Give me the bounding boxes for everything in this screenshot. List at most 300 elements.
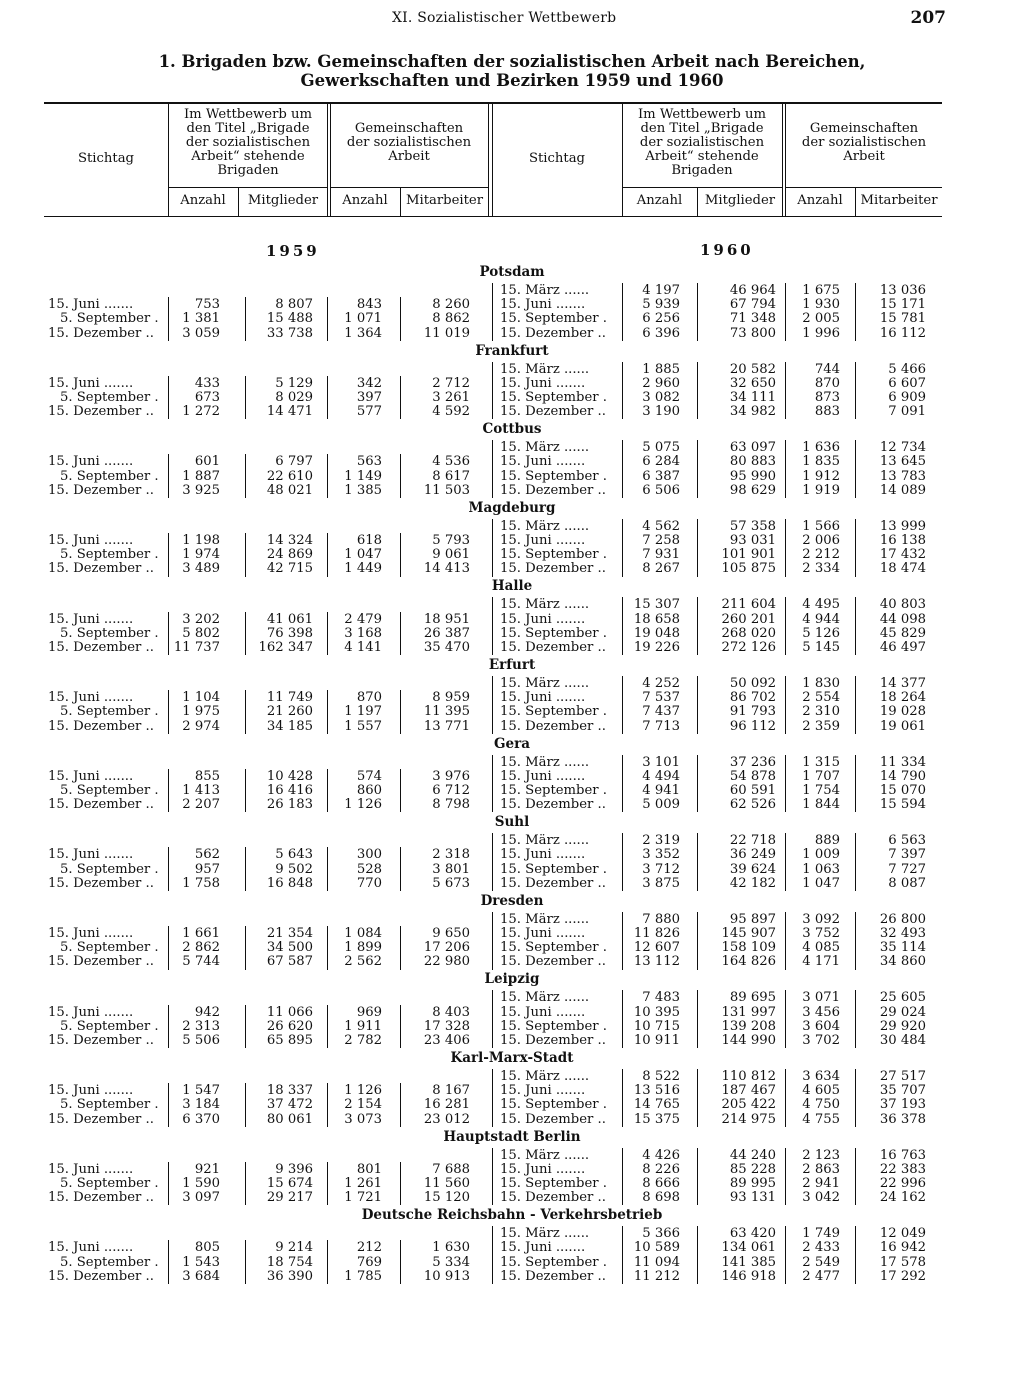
value-cell-1960: 3 875 bbox=[642, 875, 680, 891]
value-cell-1960: 5 366 bbox=[642, 1226, 680, 1242]
value-cell-1959: 24 869 bbox=[266, 547, 313, 563]
header-bottom-rule bbox=[44, 216, 942, 217]
value-cell-1959: 65 895 bbox=[266, 1033, 313, 1048]
value-cell-1959: 1 758 bbox=[182, 875, 220, 891]
value-cell-1960: 3 456 bbox=[802, 1004, 840, 1020]
value-cell-1960: 7 537 bbox=[642, 690, 680, 706]
value-cell-1960: 7 437 bbox=[642, 704, 680, 720]
value-cell-1960: 14 765 bbox=[633, 1097, 680, 1113]
value-cell-1960: 37 236 bbox=[729, 754, 776, 770]
value-cell-1960: 14 790 bbox=[879, 768, 926, 784]
date-label-1960: 15. März ...... bbox=[500, 518, 590, 534]
value-cell-1959: 11 749 bbox=[266, 690, 313, 706]
value-cell-1959: 212 bbox=[356, 1240, 382, 1256]
value-cell-1960: 3 634 bbox=[802, 1069, 840, 1084]
value-cell-1959: 1 449 bbox=[344, 561, 382, 577]
date-label-1959: 5. September . bbox=[60, 1254, 159, 1270]
date-label-1959: 5. September . bbox=[60, 940, 159, 956]
value-cell-1959: 4 592 bbox=[432, 404, 470, 420]
value-cell-1960: 8 087 bbox=[888, 875, 926, 891]
value-cell-1960: 57 358 bbox=[729, 518, 776, 534]
value-cell-1960: 4 562 bbox=[642, 518, 680, 534]
date-label-1960: 15. Dezember .. bbox=[500, 718, 606, 734]
date-label-1959: 5. September . bbox=[60, 1176, 159, 1191]
date-label-1959: 15. Dezember .. bbox=[48, 482, 154, 498]
block-col-divider bbox=[492, 833, 493, 891]
value-cell-1959: 35 470 bbox=[423, 640, 470, 655]
value-cell-1959: 3 184 bbox=[182, 1097, 220, 1113]
value-cell-1960: 6 256 bbox=[642, 311, 680, 327]
value-cell-1960: 10 589 bbox=[633, 1240, 680, 1256]
date-label-1960: 15. Dezember .. bbox=[500, 561, 606, 577]
value-cell-1960: 2 319 bbox=[642, 833, 680, 849]
value-cell-1959: 942 bbox=[194, 1004, 220, 1020]
value-cell-1960: 1 566 bbox=[802, 518, 840, 534]
date-label-1960: 15. Dezember .. bbox=[500, 1111, 606, 1127]
value-cell-1959: 15 120 bbox=[423, 1190, 470, 1206]
value-cell-1960: 8 226 bbox=[642, 1161, 680, 1177]
value-cell-1959: 1 272 bbox=[182, 404, 220, 420]
date-label-1960: 15. Dezember .. bbox=[500, 797, 606, 813]
value-cell-1959: 870 bbox=[356, 690, 382, 706]
value-cell-1959: 2 207 bbox=[182, 797, 220, 813]
value-cell-1959: 11 560 bbox=[423, 1176, 470, 1191]
title-line-2: Gewerkschaften und Bezirken 1959 und 1960 bbox=[300, 71, 724, 90]
value-cell-1960: 16 942 bbox=[879, 1240, 926, 1256]
value-cell-1960: 46 964 bbox=[729, 283, 776, 298]
value-cell-1960: 3 082 bbox=[642, 390, 680, 405]
value-cell-1960: 11 212 bbox=[633, 1268, 680, 1284]
district-heading-hauptstadt-berlin: Hauptstadt Berlin bbox=[443, 1128, 581, 1145]
value-cell-1960: 37 193 bbox=[879, 1097, 926, 1113]
header-line: Arbeit“ stehende bbox=[645, 149, 759, 164]
value-cell-1959: 17 206 bbox=[423, 940, 470, 956]
date-label-1960: 15. Juni ....... bbox=[500, 533, 586, 548]
value-cell-1960: 11 094 bbox=[633, 1254, 680, 1270]
block-col-divider bbox=[492, 440, 493, 498]
value-cell-1959: 18 754 bbox=[266, 1254, 313, 1270]
value-cell-1960: 54 878 bbox=[729, 768, 776, 784]
value-cell-1960: 5 126 bbox=[802, 625, 840, 641]
date-label-1959: 5. September . bbox=[60, 625, 159, 641]
value-cell-1960: 1 063 bbox=[802, 861, 840, 877]
date-label-1959: 5. September . bbox=[60, 390, 159, 405]
value-cell-1960: 211 604 bbox=[721, 597, 776, 613]
value-cell-1960: 870 bbox=[814, 375, 840, 391]
value-cell-1959: 22 980 bbox=[423, 954, 470, 970]
value-cell-1960: 3 101 bbox=[642, 754, 680, 770]
value-cell-1960: 80 883 bbox=[729, 454, 776, 470]
value-cell-1960: 20 582 bbox=[729, 361, 776, 377]
date-label-1960: 15. September . bbox=[500, 704, 607, 720]
date-label-1960: 15. Juni ....... bbox=[500, 1083, 586, 1099]
value-cell-1960: 2 005 bbox=[802, 311, 840, 327]
date-label-1959: 15. Juni ....... bbox=[48, 1004, 134, 1020]
value-cell-1959: 5 643 bbox=[275, 847, 313, 863]
date-label-1960: 15. September . bbox=[500, 625, 607, 641]
district-heading-potsdam: Potsdam bbox=[479, 264, 545, 280]
date-label-1960: 15. Juni ....... bbox=[500, 454, 586, 470]
value-cell-1960: 1 996 bbox=[802, 325, 840, 341]
value-cell-1960: 22 996 bbox=[879, 1176, 926, 1191]
value-cell-1960: 35 707 bbox=[879, 1083, 926, 1099]
value-cell-1959: 3 059 bbox=[182, 325, 220, 341]
value-cell-1960: 4 426 bbox=[642, 1147, 680, 1163]
value-cell-1959: 563 bbox=[356, 454, 382, 470]
subheader-rule-right-2 bbox=[785, 187, 942, 188]
value-cell-1960: 272 126 bbox=[721, 640, 776, 655]
value-cell-1959: 48 021 bbox=[266, 482, 313, 498]
value-cell-1959: 37 472 bbox=[266, 1097, 313, 1113]
value-cell-1959: 1 887 bbox=[182, 468, 220, 484]
value-cell-1959: 8 798 bbox=[432, 797, 470, 813]
value-cell-1960: 71 348 bbox=[729, 311, 776, 327]
value-cell-1959: 8 260 bbox=[432, 297, 470, 313]
value-cell-1960: 7 880 bbox=[642, 911, 680, 927]
mitglieder-header: Mitglieder bbox=[247, 193, 319, 208]
header-col-divider bbox=[782, 103, 783, 216]
value-cell-1960: 889 bbox=[814, 833, 840, 849]
value-cell-1960: 187 467 bbox=[721, 1083, 776, 1099]
header-line: der sozialistischen bbox=[639, 135, 765, 150]
header-line: den Titel „Brigade bbox=[186, 121, 310, 136]
value-cell-1960: 44 098 bbox=[879, 611, 926, 627]
value-cell-1960: 2 477 bbox=[802, 1268, 840, 1284]
value-cell-1960: 12 607 bbox=[633, 940, 680, 956]
value-cell-1960: 46 497 bbox=[879, 640, 926, 655]
value-cell-1960: 13 036 bbox=[879, 283, 926, 298]
value-cell-1959: 1 557 bbox=[344, 718, 382, 734]
date-label-1959: 15. Juni ....... bbox=[48, 1161, 134, 1177]
value-cell-1959: 2 712 bbox=[432, 375, 470, 391]
value-cell-1959: 5 129 bbox=[275, 375, 313, 391]
value-cell-1959: 1 975 bbox=[182, 704, 220, 720]
value-cell-1959: 342 bbox=[356, 375, 382, 391]
value-cell-1959: 33 738 bbox=[266, 325, 313, 341]
value-cell-1960: 3 042 bbox=[802, 1190, 840, 1206]
value-cell-1960: 4 605 bbox=[802, 1083, 840, 1099]
value-cell-1960: 96 112 bbox=[729, 718, 776, 734]
value-cell-1960: 15 781 bbox=[879, 311, 926, 327]
date-label-1959: 15. Dezember .. bbox=[48, 954, 154, 970]
value-cell-1959: 2 313 bbox=[182, 1018, 220, 1034]
date-label-1959: 15. Juni ....... bbox=[48, 454, 134, 470]
value-cell-1960: 6 396 bbox=[642, 325, 680, 341]
value-cell-1960: 1 885 bbox=[642, 361, 680, 377]
value-cell-1959: 805 bbox=[194, 1240, 220, 1256]
district-heading-karl-marx-stadt: Karl-Marx-Stadt bbox=[450, 1050, 574, 1066]
date-label-1960: 15. September . bbox=[500, 468, 607, 484]
value-cell-1960: 8 267 bbox=[642, 561, 680, 577]
anzahl-header: Anzahl bbox=[636, 193, 683, 208]
value-cell-1959: 1 630 bbox=[432, 1240, 470, 1256]
value-cell-1960: 19 048 bbox=[633, 625, 680, 641]
value-cell-1960: 93 131 bbox=[729, 1190, 776, 1206]
value-cell-1960: 164 826 bbox=[721, 954, 776, 970]
value-cell-1959: 957 bbox=[194, 861, 220, 877]
value-cell-1960: 4 252 bbox=[642, 676, 680, 691]
value-cell-1960: 1 675 bbox=[802, 283, 840, 298]
value-cell-1960: 19 028 bbox=[879, 704, 926, 720]
date-label-1960: 15. Dezember .. bbox=[500, 954, 606, 970]
date-label-1959: 5. September . bbox=[60, 783, 159, 798]
date-label-1960: 15. März ...... bbox=[500, 833, 590, 849]
value-cell-1960: 4 944 bbox=[802, 611, 840, 627]
stichtag-header-right: Stichtag bbox=[528, 151, 586, 166]
date-label-1960: 15. Juni ....... bbox=[500, 1004, 586, 1020]
block-col-divider bbox=[492, 362, 493, 420]
value-cell-1960: 13 999 bbox=[879, 518, 926, 534]
date-label-1959: 5. September . bbox=[60, 1018, 159, 1034]
value-cell-1960: 158 109 bbox=[721, 940, 776, 956]
date-label-1960: 15. September . bbox=[500, 1254, 607, 1270]
wettbewerb-header-left bbox=[168, 108, 328, 178]
value-cell-1960: 29 920 bbox=[879, 1018, 926, 1034]
value-cell-1959: 5 744 bbox=[182, 954, 220, 970]
date-label-1960: 15. März ...... bbox=[500, 597, 590, 613]
value-cell-1960: 1 749 bbox=[802, 1226, 840, 1242]
value-cell-1959: 11 503 bbox=[423, 482, 470, 498]
value-cell-1960: 15 375 bbox=[633, 1111, 680, 1127]
date-label-1960: 15. März ...... bbox=[500, 1069, 590, 1084]
value-cell-1959: 1 543 bbox=[182, 1254, 220, 1270]
date-label-1959: 15. Juni ....... bbox=[48, 847, 134, 863]
value-cell-1960: 63 097 bbox=[729, 440, 776, 456]
value-cell-1960: 873 bbox=[814, 390, 840, 405]
year-label-left: 1959 bbox=[266, 242, 320, 260]
value-cell-1959: 2 154 bbox=[344, 1097, 382, 1113]
value-cell-1959: 1 071 bbox=[344, 311, 382, 327]
date-label-1960: 15. Dezember .. bbox=[500, 1033, 606, 1048]
date-label-1960: 15. März ...... bbox=[500, 1226, 590, 1242]
date-label-1959: 5. September . bbox=[60, 861, 159, 877]
value-cell-1959: 2 479 bbox=[344, 611, 382, 627]
date-label-1960: 15. Juni ....... bbox=[500, 847, 586, 863]
value-cell-1960: 95 897 bbox=[729, 911, 776, 927]
value-cell-1959: 2 862 bbox=[182, 940, 220, 956]
value-cell-1960: 2 359 bbox=[802, 718, 840, 734]
value-cell-1959: 26 183 bbox=[266, 797, 313, 813]
value-cell-1960: 12 049 bbox=[879, 1226, 926, 1242]
value-cell-1959: 3 261 bbox=[432, 390, 470, 405]
anzahl-header: Anzahl bbox=[797, 193, 843, 208]
date-label-1959: 15. Juni ....... bbox=[48, 690, 134, 706]
value-cell-1960: 27 517 bbox=[879, 1069, 926, 1084]
value-cell-1959: 80 061 bbox=[266, 1111, 313, 1127]
value-cell-1959: 11 395 bbox=[423, 704, 470, 720]
block-col-divider bbox=[492, 1069, 493, 1127]
value-cell-1959: 6 797 bbox=[275, 454, 313, 470]
header-line: der sozialistischen bbox=[346, 135, 472, 150]
date-label-1960: 15. September . bbox=[500, 1097, 607, 1113]
value-cell-1960: 7 397 bbox=[888, 847, 926, 863]
value-cell-1959: 1 911 bbox=[344, 1018, 382, 1034]
date-label-1960: 15. März ...... bbox=[500, 440, 590, 456]
value-cell-1960: 1 315 bbox=[802, 754, 840, 770]
date-label-1959: 15. Dezember .. bbox=[48, 640, 154, 655]
value-cell-1960: 7 713 bbox=[642, 718, 680, 734]
value-cell-1960: 7 091 bbox=[888, 404, 926, 420]
value-cell-1959: 41 061 bbox=[266, 611, 313, 627]
value-cell-1959: 67 587 bbox=[266, 954, 313, 970]
value-cell-1959: 1 721 bbox=[344, 1190, 382, 1206]
value-cell-1959: 3 168 bbox=[344, 625, 382, 641]
value-cell-1959: 5 673 bbox=[432, 875, 470, 891]
value-cell-1959: 5 802 bbox=[182, 625, 220, 641]
value-cell-1960: 3 071 bbox=[802, 990, 840, 1006]
value-cell-1959: 8 959 bbox=[432, 690, 470, 706]
value-cell-1959: 17 328 bbox=[423, 1018, 470, 1034]
mitarbeiter-header: Mitarbeiter bbox=[860, 193, 938, 208]
date-label-1959: 15. Dezember .. bbox=[48, 1190, 154, 1206]
value-cell-1959: 770 bbox=[356, 875, 382, 891]
value-cell-1959: 3 801 bbox=[432, 861, 470, 877]
value-cell-1960: 15 070 bbox=[879, 783, 926, 798]
value-cell-1959: 8 862 bbox=[432, 311, 470, 327]
date-label-1960: 15. Juni ....... bbox=[500, 1240, 586, 1256]
header-line: Arbeit bbox=[388, 149, 430, 164]
value-cell-1959: 22 610 bbox=[266, 468, 313, 484]
value-cell-1959: 1 126 bbox=[344, 797, 382, 813]
value-cell-1960: 1 047 bbox=[802, 875, 840, 891]
value-cell-1960: 145 907 bbox=[721, 926, 776, 941]
value-cell-1960: 146 918 bbox=[721, 1268, 776, 1284]
value-cell-1960: 8 666 bbox=[642, 1176, 680, 1191]
anzahl-header: Anzahl bbox=[180, 193, 226, 208]
value-cell-1960: 73 800 bbox=[729, 325, 776, 341]
value-cell-1960: 17 578 bbox=[879, 1254, 926, 1270]
value-cell-1960: 86 702 bbox=[729, 690, 776, 706]
value-cell-1959: 3 073 bbox=[344, 1111, 382, 1127]
value-cell-1959: 860 bbox=[356, 783, 382, 798]
date-label-1960: 15. September . bbox=[500, 1018, 607, 1034]
value-cell-1959: 10 913 bbox=[423, 1268, 470, 1284]
subheader-rule-right-1 bbox=[622, 187, 782, 188]
value-cell-1960: 15 171 bbox=[879, 297, 926, 313]
value-cell-1960: 10 395 bbox=[633, 1004, 680, 1020]
date-label-1959: 15. Dezember .. bbox=[48, 561, 154, 577]
header-line: den Titel „Brigade bbox=[640, 121, 764, 136]
value-cell-1959: 29 217 bbox=[266, 1190, 313, 1206]
date-label-1960: 15. Dezember .. bbox=[500, 325, 606, 341]
value-cell-1960: 105 875 bbox=[721, 561, 776, 577]
value-cell-1960: 4 495 bbox=[802, 597, 840, 613]
value-cell-1959: 397 bbox=[356, 390, 382, 405]
value-cell-1959: 1 261 bbox=[344, 1176, 382, 1191]
value-cell-1960: 2 123 bbox=[802, 1147, 840, 1163]
value-cell-1960: 10 715 bbox=[633, 1018, 680, 1034]
stichtag-header-left: Stichtag bbox=[77, 151, 135, 166]
value-cell-1960: 32 493 bbox=[879, 926, 926, 941]
value-cell-1959: 1 149 bbox=[344, 468, 382, 484]
value-cell-1960: 14 089 bbox=[879, 482, 926, 498]
value-cell-1960: 214 975 bbox=[721, 1111, 776, 1127]
value-cell-1959: 4 536 bbox=[432, 454, 470, 470]
value-cell-1960: 6 563 bbox=[888, 833, 926, 849]
date-label-1960: 15. September . bbox=[500, 547, 607, 563]
year-label-right: 1960 bbox=[700, 241, 754, 259]
value-cell-1960: 4 197 bbox=[642, 283, 680, 298]
value-cell-1959: 26 387 bbox=[423, 625, 470, 641]
value-cell-1960: 2 006 bbox=[802, 533, 840, 548]
value-cell-1959: 3 489 bbox=[182, 561, 220, 577]
date-label-1960: 15. März ...... bbox=[500, 1147, 590, 1163]
value-cell-1959: 618 bbox=[356, 533, 382, 548]
value-cell-1960: 2 334 bbox=[802, 561, 840, 577]
value-cell-1959: 5 506 bbox=[182, 1033, 220, 1048]
value-cell-1960: 4 494 bbox=[642, 768, 680, 784]
date-label-1960: 15. Juni ....... bbox=[500, 375, 586, 391]
date-label-1960: 15. September . bbox=[500, 1176, 607, 1191]
value-cell-1959: 1 785 bbox=[344, 1268, 382, 1284]
date-label-1960: 15. März ...... bbox=[500, 676, 590, 691]
value-cell-1960: 15 307 bbox=[633, 597, 680, 613]
value-cell-1959: 8 403 bbox=[432, 1004, 470, 1020]
value-cell-1960: 7 483 bbox=[642, 990, 680, 1006]
date-label-1959: 15. Juni ....... bbox=[48, 533, 134, 548]
value-cell-1960: 134 061 bbox=[721, 1240, 776, 1256]
value-cell-1960: 18 264 bbox=[879, 690, 926, 706]
value-cell-1960: 6 284 bbox=[642, 454, 680, 470]
value-cell-1959: 1 385 bbox=[344, 482, 382, 498]
value-cell-1959: 1 197 bbox=[344, 704, 382, 720]
value-cell-1960: 98 629 bbox=[729, 482, 776, 498]
value-cell-1959: 11 737 bbox=[173, 640, 220, 655]
value-cell-1960: 17 432 bbox=[879, 547, 926, 563]
value-cell-1960: 4 750 bbox=[802, 1097, 840, 1113]
date-label-1960: 15. Dezember .. bbox=[500, 482, 606, 498]
value-cell-1959: 3 097 bbox=[182, 1190, 220, 1206]
value-cell-1960: 2 212 bbox=[802, 547, 840, 563]
value-cell-1960: 15 594 bbox=[879, 797, 926, 813]
value-cell-1959: 9 061 bbox=[432, 547, 470, 563]
block-col-divider bbox=[492, 597, 493, 655]
value-cell-1960: 45 829 bbox=[879, 625, 926, 641]
block-col-divider bbox=[492, 1226, 493, 1284]
value-cell-1960: 10 911 bbox=[633, 1033, 680, 1048]
value-cell-1959: 16 281 bbox=[423, 1097, 470, 1113]
value-cell-1959: 1 547 bbox=[182, 1083, 220, 1099]
date-label-1959: 15. Juni ....... bbox=[48, 297, 134, 313]
date-label-1960: 15. September . bbox=[500, 940, 607, 956]
value-cell-1960: 110 812 bbox=[721, 1069, 776, 1084]
header-line: Im Wettbewerb um bbox=[637, 107, 767, 122]
value-cell-1960: 32 650 bbox=[729, 375, 776, 391]
value-cell-1959: 1 381 bbox=[182, 311, 220, 327]
value-cell-1959: 10 428 bbox=[266, 768, 313, 784]
value-cell-1960: 13 783 bbox=[879, 468, 926, 484]
value-cell-1959: 15 674 bbox=[266, 1176, 313, 1191]
value-cell-1960: 36 249 bbox=[729, 847, 776, 863]
value-cell-1960: 2 863 bbox=[802, 1161, 840, 1177]
value-cell-1959: 801 bbox=[356, 1161, 382, 1177]
value-cell-1959: 1 364 bbox=[344, 325, 382, 341]
value-cell-1959: 36 390 bbox=[266, 1268, 313, 1284]
date-label-1960: 15. März ...... bbox=[500, 754, 590, 770]
value-cell-1960: 62 526 bbox=[729, 797, 776, 813]
value-cell-1959: 3 976 bbox=[432, 768, 470, 784]
date-label-1960: 15. Dezember .. bbox=[500, 1190, 606, 1206]
date-label-1960: 15. Juni ....... bbox=[500, 611, 586, 627]
value-cell-1960: 5 466 bbox=[888, 361, 926, 377]
value-cell-1960: 1 707 bbox=[802, 768, 840, 784]
value-cell-1960: 8 522 bbox=[642, 1069, 680, 1084]
value-cell-1960: 141 385 bbox=[721, 1254, 776, 1270]
value-cell-1960: 4 171 bbox=[802, 954, 840, 970]
anzahl-header: Anzahl bbox=[342, 193, 388, 208]
value-cell-1959: 23 012 bbox=[423, 1111, 470, 1127]
value-cell-1959: 18 951 bbox=[423, 611, 470, 627]
